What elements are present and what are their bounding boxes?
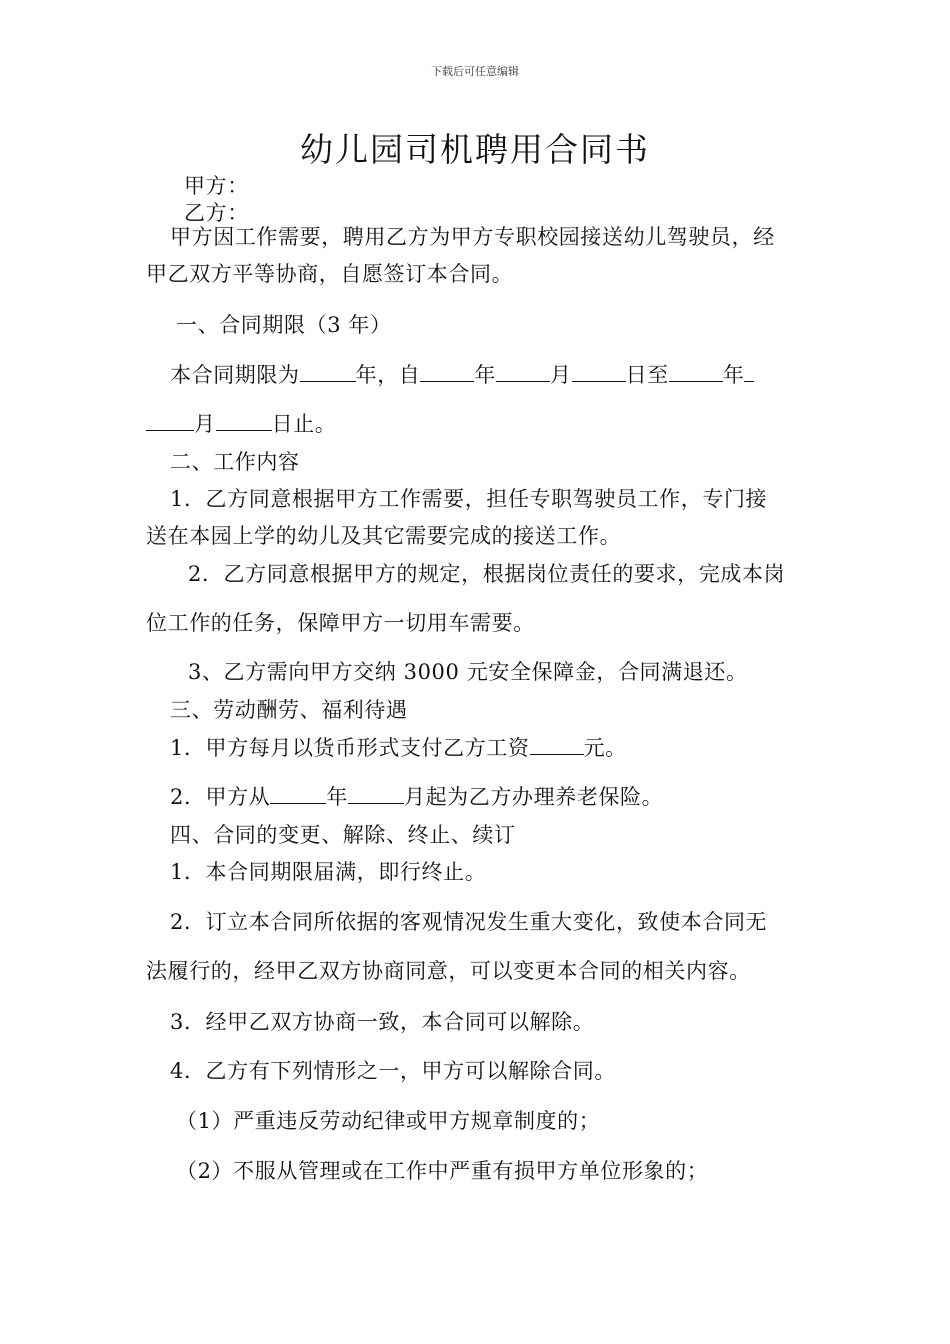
blank-end-year-tail (744, 361, 754, 382)
salary-text: 1．甲方每月以货币形式支付乙方工资 (170, 736, 530, 760)
blank-end-year (669, 361, 723, 382)
section-2-item-1-line-2: 送在本园上学的幼儿及其它需要完成的接送工作。 (146, 524, 622, 548)
blank-end-day (216, 410, 272, 431)
term-text: 日止。 (271, 412, 337, 436)
term-line-2 (146, 409, 336, 439)
blank-end-month (146, 410, 194, 431)
party-b-label: 乙方： (184, 201, 249, 225)
section-2-item-2-line-2: 位工作的任务，保障甲方一切用车需要。 (146, 611, 535, 635)
section-2-item-2-line-1: 2．乙方同意根据甲方的规定，根据岗位责任的要求，完成本岗 (188, 562, 786, 586)
intro-line-2: 甲乙双方平等协商，自愿签订本合同。 (146, 262, 514, 286)
intro-line-1: 甲方因工作需要，聘用乙方为甲方专职校园接送幼儿驾驶员，经 (170, 225, 775, 249)
term-text: 年 (474, 363, 497, 387)
section-3-heading: 三、劳动酬劳、福利待遇 (170, 698, 408, 722)
term-text: 月 (550, 363, 572, 387)
insurance-text: 2．甲方从 (170, 785, 271, 809)
salary-text: 元。 (583, 736, 627, 760)
section-3-item-1 (170, 733, 627, 763)
term-text: 本合同期限为 (170, 363, 300, 387)
section-1-heading: 一、合同期限（3 年） (176, 313, 392, 337)
blank-insurance-month (348, 783, 404, 804)
blank-start-month (496, 361, 550, 382)
section-4-heading: 四、合同的变更、解除、终止、续订 (170, 823, 516, 847)
section-2-heading: 二、工作内容 (170, 450, 300, 474)
section-3-item-2 (170, 782, 663, 812)
insurance-text: 月起为乙方办理养老保险。 (403, 785, 664, 809)
section-2-item-3: 3、乙方需向甲方交纳 3000 元安全保障金，合同满退还。 (188, 660, 748, 684)
blank-salary (530, 734, 584, 755)
section-4-item-1: 1．本合同期限届满，即行终止。 (170, 860, 487, 884)
section-4-item-2-line-1: 2．订立本合同所依据的客观情况发生重大变化，致使本合同无 (170, 910, 768, 934)
blank-start-day (572, 361, 626, 382)
blank-start-year (420, 361, 474, 382)
section-4-item-4: 4．乙方有下列情形之一，甲方可以解除合同。 (170, 1059, 616, 1083)
section-4-item-2-line-2: 法履行的，经甲乙双方协商同意，可以变更本合同的相关内容。 (146, 959, 751, 983)
section-4-item-3: 3．经甲乙双方协商一致，本合同可以解除。 (170, 1010, 595, 1034)
party-a-label: 甲方： (184, 174, 249, 198)
term-line-1 (170, 360, 754, 390)
term-text: 月 (194, 412, 216, 436)
document-title: 幼儿园司机聘用合同书 (300, 130, 650, 169)
blank-insurance-year (270, 783, 326, 804)
term-text: 年，自 (355, 363, 421, 387)
section-4-sub-1: （1）严重违反劳动纪律或甲方规章制度的； (176, 1109, 601, 1133)
section-4-sub-2: （2）不服从管理或在工作中严重有损甲方单位形象的； (176, 1159, 709, 1183)
insurance-text: 年 (326, 785, 348, 809)
section-2-item-1-line-1: 1．乙方同意根据甲方工作需要，担任专职驾驶员工作，专门接 (170, 487, 768, 511)
term-text: 年 (722, 363, 745, 387)
blank-years (300, 361, 356, 382)
term-text: 日至 (625, 363, 669, 387)
header-note: 下载后可任意编辑 (431, 65, 519, 78)
